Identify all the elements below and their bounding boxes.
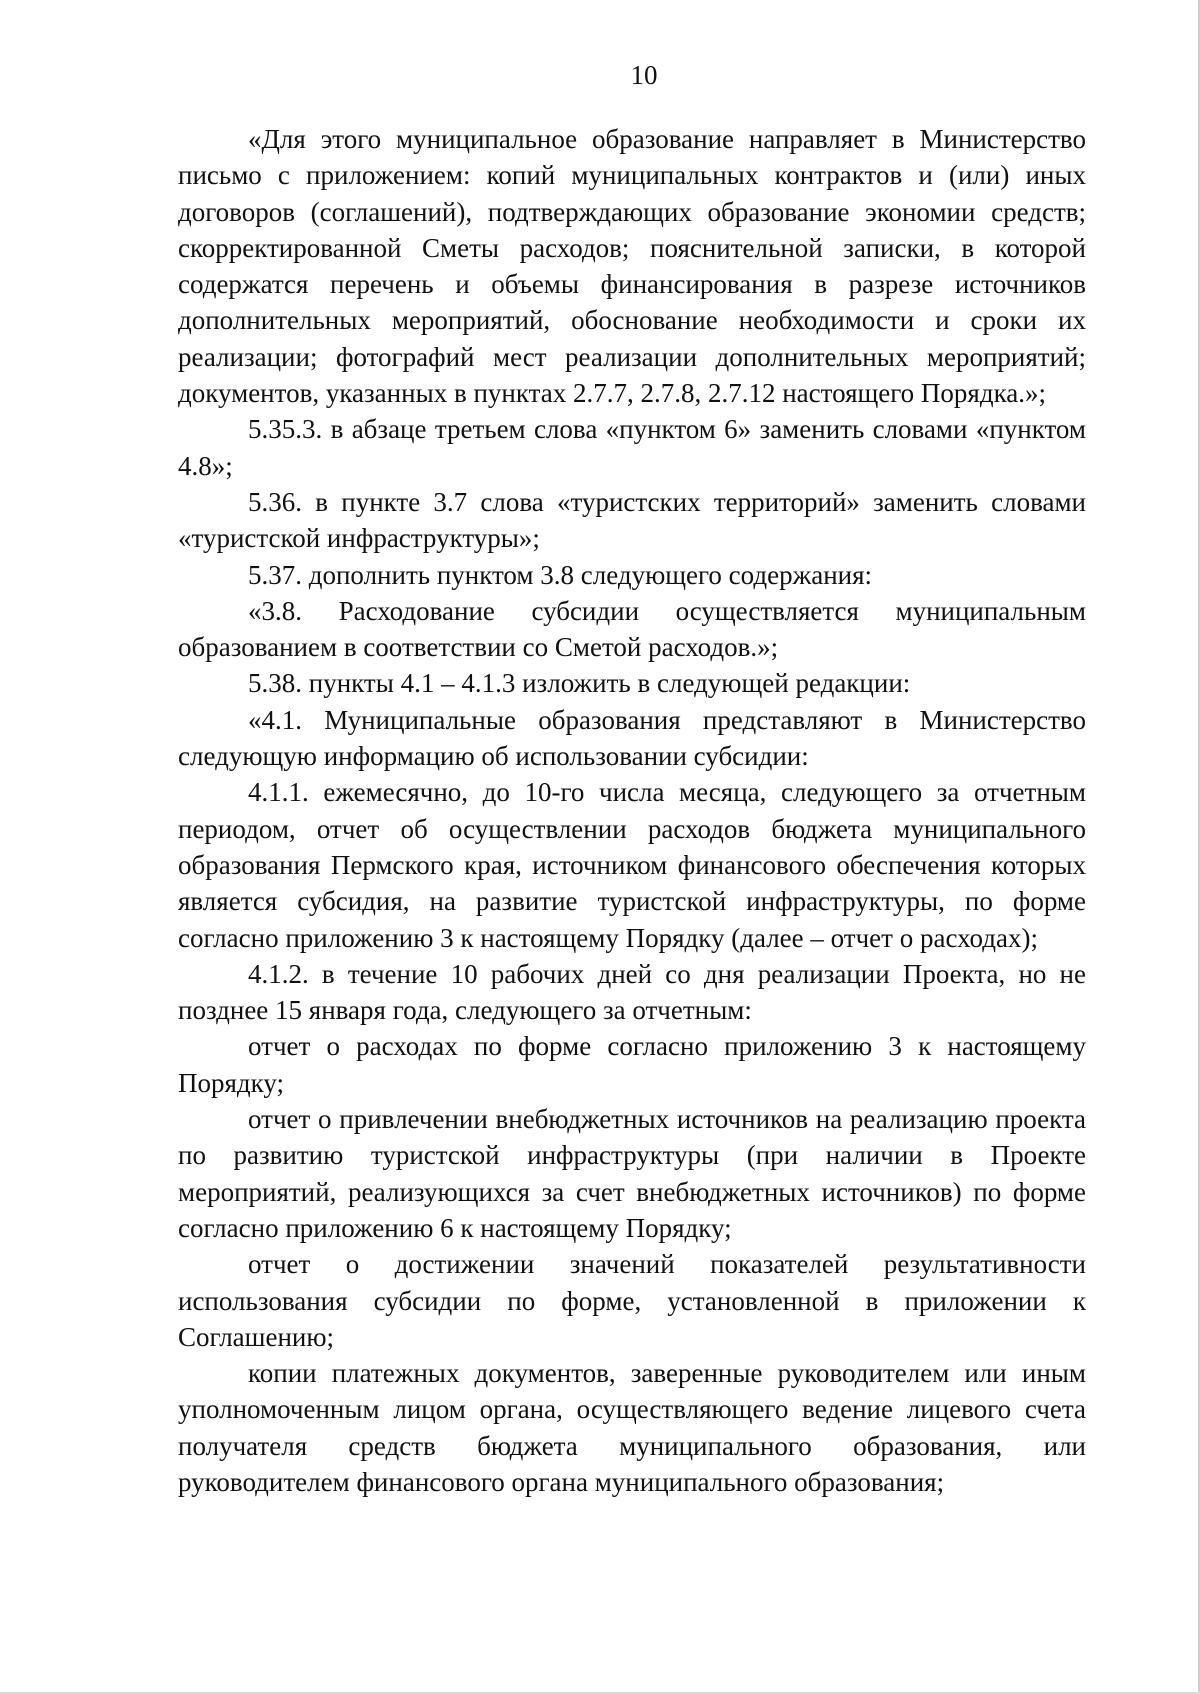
paragraph-indicators-report: отчет о достижении значений показателей результативности использования субсидии по форме, установленной в приложении к Соглашению; — [178, 1249, 1086, 1352]
paragraph-4-1-2: 4.1.2. в течение 10 рабочих дней со дня реализации Проекта, но не позднее 15 января года, следующего за отчетным: — [178, 958, 1086, 1026]
paragraph-letter-contents: «Для этого муниципальное образование направляет в Министерство письмо с приложением: копий муниципальных контрактов и (или) иных договоров (соглашений), подтверждающих образование экономии средств; скорректированной Сметы расходов; пояснительной записки, в которой содержатся перечень и объемы финансирования в разрезе источников дополнительных мероприятий, обоснование необходимости и сроки их реализации; фотографий мест реализации дополнительных мероприятий; документов, указанных в пунктах 2.7.7, 2.7.8, 2.7.12 настоящего Порядка.»; — [178, 124, 1086, 409]
paragraph-extrabudgetary-report: отчет о привлечении внебюджетных источников на реализацию проекта по развитию туристской инфраструктуры (при наличии в Проекте мероприятий, реализующихся за счет внебюджетных источников) по форме согласно приложению 6 к настоящему Порядку; — [178, 1104, 1086, 1243]
paragraph-3-8: «3.8. Расходование субсидии осуществляется муниципальным образованием в соответствии со Сметой расходов.»; — [178, 595, 1086, 663]
paragraph-5-35-3: 5.35.3. в абзаце третьем слова «пунктом 6» заменить словами «пунктом 4.8»; — [178, 414, 1086, 481]
paragraph-4-1-1: 4.1.1. ежемесячно, до 10-го числа месяца, следующего за отчетным периодом, отчет об осуществлении расходов бюджета муниципального образования Пермского края, источником финансового обеспечения которых является субсидия, на развитие туристской инфраструктуры, по форме согласно приложению 3 к настоящему Порядку (далее – отчет о расходах); — [178, 777, 1086, 953]
paragraph-5-38: 5.38. пункты 4.1 – 4.1.3 изложить в следующей редакции: — [248, 668, 911, 699]
paragraph-4-1: «4.1. Муниципальные образования представляют в Министерство следующую информацию об использовании субсидии: — [178, 704, 1086, 772]
page-number: 10 — [630, 60, 658, 90]
paragraph-expense-report: отчет о расходах по форме согласно приложению 3 к настоящему Порядку; — [178, 1031, 1086, 1098]
paragraph-5-37: 5.37. дополнить пунктом 3.8 следующего содержания: — [248, 559, 873, 590]
paragraph-5-36: 5.36. в пункте 3.7 слова «туристских территорий» заменить словами «туристской инфраструктуры»; — [178, 486, 1086, 554]
document-body — [178, 121, 1086, 1500]
paragraph-payment-documents: копии платежных документов, заверенные руководителем или иным уполномоченным лицом органа, осуществляющего ведение лицевого счета получателя средств бюджета муниципального образования, или руководителем финансового органа муниципального образования; — [178, 1358, 1086, 1497]
